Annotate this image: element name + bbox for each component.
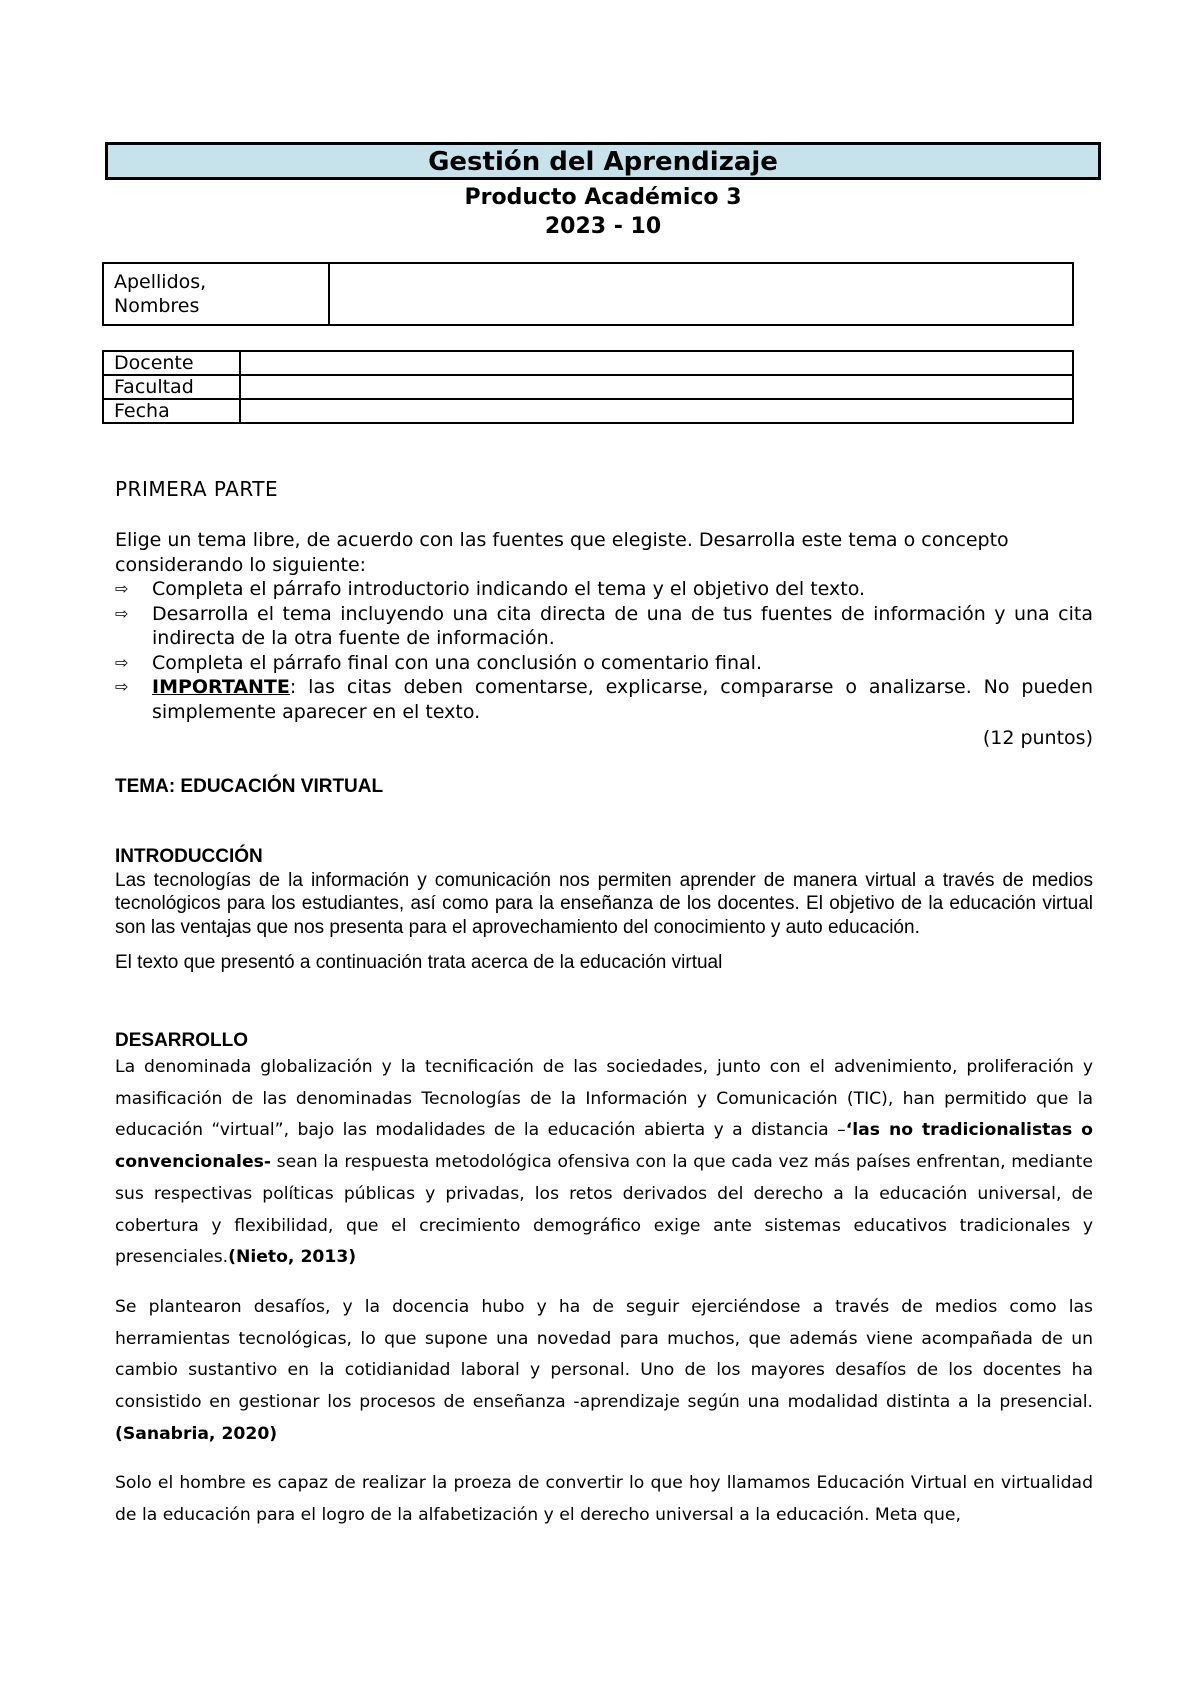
arrow-bullet-icon: ⇨ [115,579,129,598]
document-title: Gestión del Aprendizaje [105,142,1101,180]
intro-paragraph: El texto que presentó a continuación trata acerca de la educación virtual [115,952,723,973]
list-item: ⇨ Desarrolla el tema incluyendo una cita directa de una de tus fuentes de información y una cita indirecta de la otra fuente de información. [115,602,1093,649]
intro-heading: INTRODUCCIÓN [115,846,263,867]
names-field[interactable] [329,263,1073,325]
essay-topic: TEMA: EDUCACIÓN VIRTUAL [115,776,384,797]
development-paragraph: Se plantearon desafíos, y la docencia hubo y ha de seguir ejerciéndose a través de medios como las herramientas tecnológicas, lo que supone una novedad para muchos, que además viene acompañada de un cambio sustantivo en la cotidianidad laboral y personal. Uno de los mayores desafíos de los docentes ha consistido en gestionar los procesos de enseñanza -aprendizaje según una modalidad distinta a la presencial.(Sanabria, 2020) [115,1296,1093,1444]
development-heading: DESARROLLO [115,1030,248,1051]
intro-paragraph: Las tecnologías de la información y comunicación nos permiten aprender de manera virtual a través de medios tecnológicos para los estudiantes, así como para la enseñanza de los docentes. El objetivo de la educación virtual son las ventajas que nos presenta para el aprovechamiento del conocimiento y auto educación. [115,869,1093,938]
citation: (Sanabria, 2020) [115,1423,278,1444]
arrow-bullet-icon: ⇨ [115,677,129,696]
citation: (Nieto, 2013) [228,1247,357,1268]
docente-label: Docente [103,351,240,375]
list-item: ⇨ IMPORTANTE: las citas deben comentarse, explicarse, compararse o analizarse. No pueden simplemente aparecer en el texto. [115,676,1093,723]
instructions-intro: Elige un tema libre, de acuerdo con las fuentes que elegiste. Desarrolla este tema o concepto considerando lo siguiente: [115,529,1009,576]
document-period: 2023 - 10 [544,214,662,239]
section-heading: PRIMERA PARTE [115,477,279,501]
development-paragraph: La denominada globalización y la tecnificación de las sociedades, junto con el advenimiento, proliferación y masificación de las denominadas Tecnologías de la Información y Comunicación (TIC), han permitido que la educación “virtual”, bajo las modalidades de la educación abierta y a distancia –‘las no tradicionalistas o convencionales- sean la respuesta metodológica ofensiva con la que cada vez más países enfrentan, mediante sus respectivas políticas públicas y privadas, los retos derivados del derecho a la educación universal, de cobertura y flexibilidad, que el crecimiento demográfico exige ante sistemas educativos tradicionales y presenciales.(Nieto, 2013) [115,1057,1093,1268]
document-subtitle: Producto Académico 3 [464,185,742,210]
points-value: (12 puntos) [982,727,1093,749]
fecha-label: Fecha [103,399,240,423]
development-paragraph: Solo el hombre es capaz de realizar la proeza de convertir lo que hoy llamamos Educación Virtual en virtualidad de la educación para el logro de la alfabetización y el derecho universal a la educación. Meta que, [115,1473,1093,1526]
list-item: ⇨ Completa el párrafo introductorio indicando el tema y el objetivo del texto. [115,578,866,600]
essay-introduction [115,845,1093,975]
fecha-field[interactable] [240,399,1073,423]
important-label: IMPORTANTE [152,676,290,698]
instructions-list [115,577,1093,724]
names-label: Apellidos, Nombres [103,263,329,325]
student-names-table [102,262,1074,326]
course-info-table [102,350,1074,424]
essay-development [115,1052,1093,1550]
list-item: ⇨ Completa el párrafo final con una conclusión o comentario final. [115,651,763,674]
arrow-bullet-icon: ⇨ [115,652,129,672]
instructions [115,528,1093,751]
arrow-bullet-icon: ⇨ [115,603,129,623]
facultad-field[interactable] [240,375,1073,399]
facultad-label: Facultad [103,375,240,399]
docente-field[interactable] [240,351,1073,375]
